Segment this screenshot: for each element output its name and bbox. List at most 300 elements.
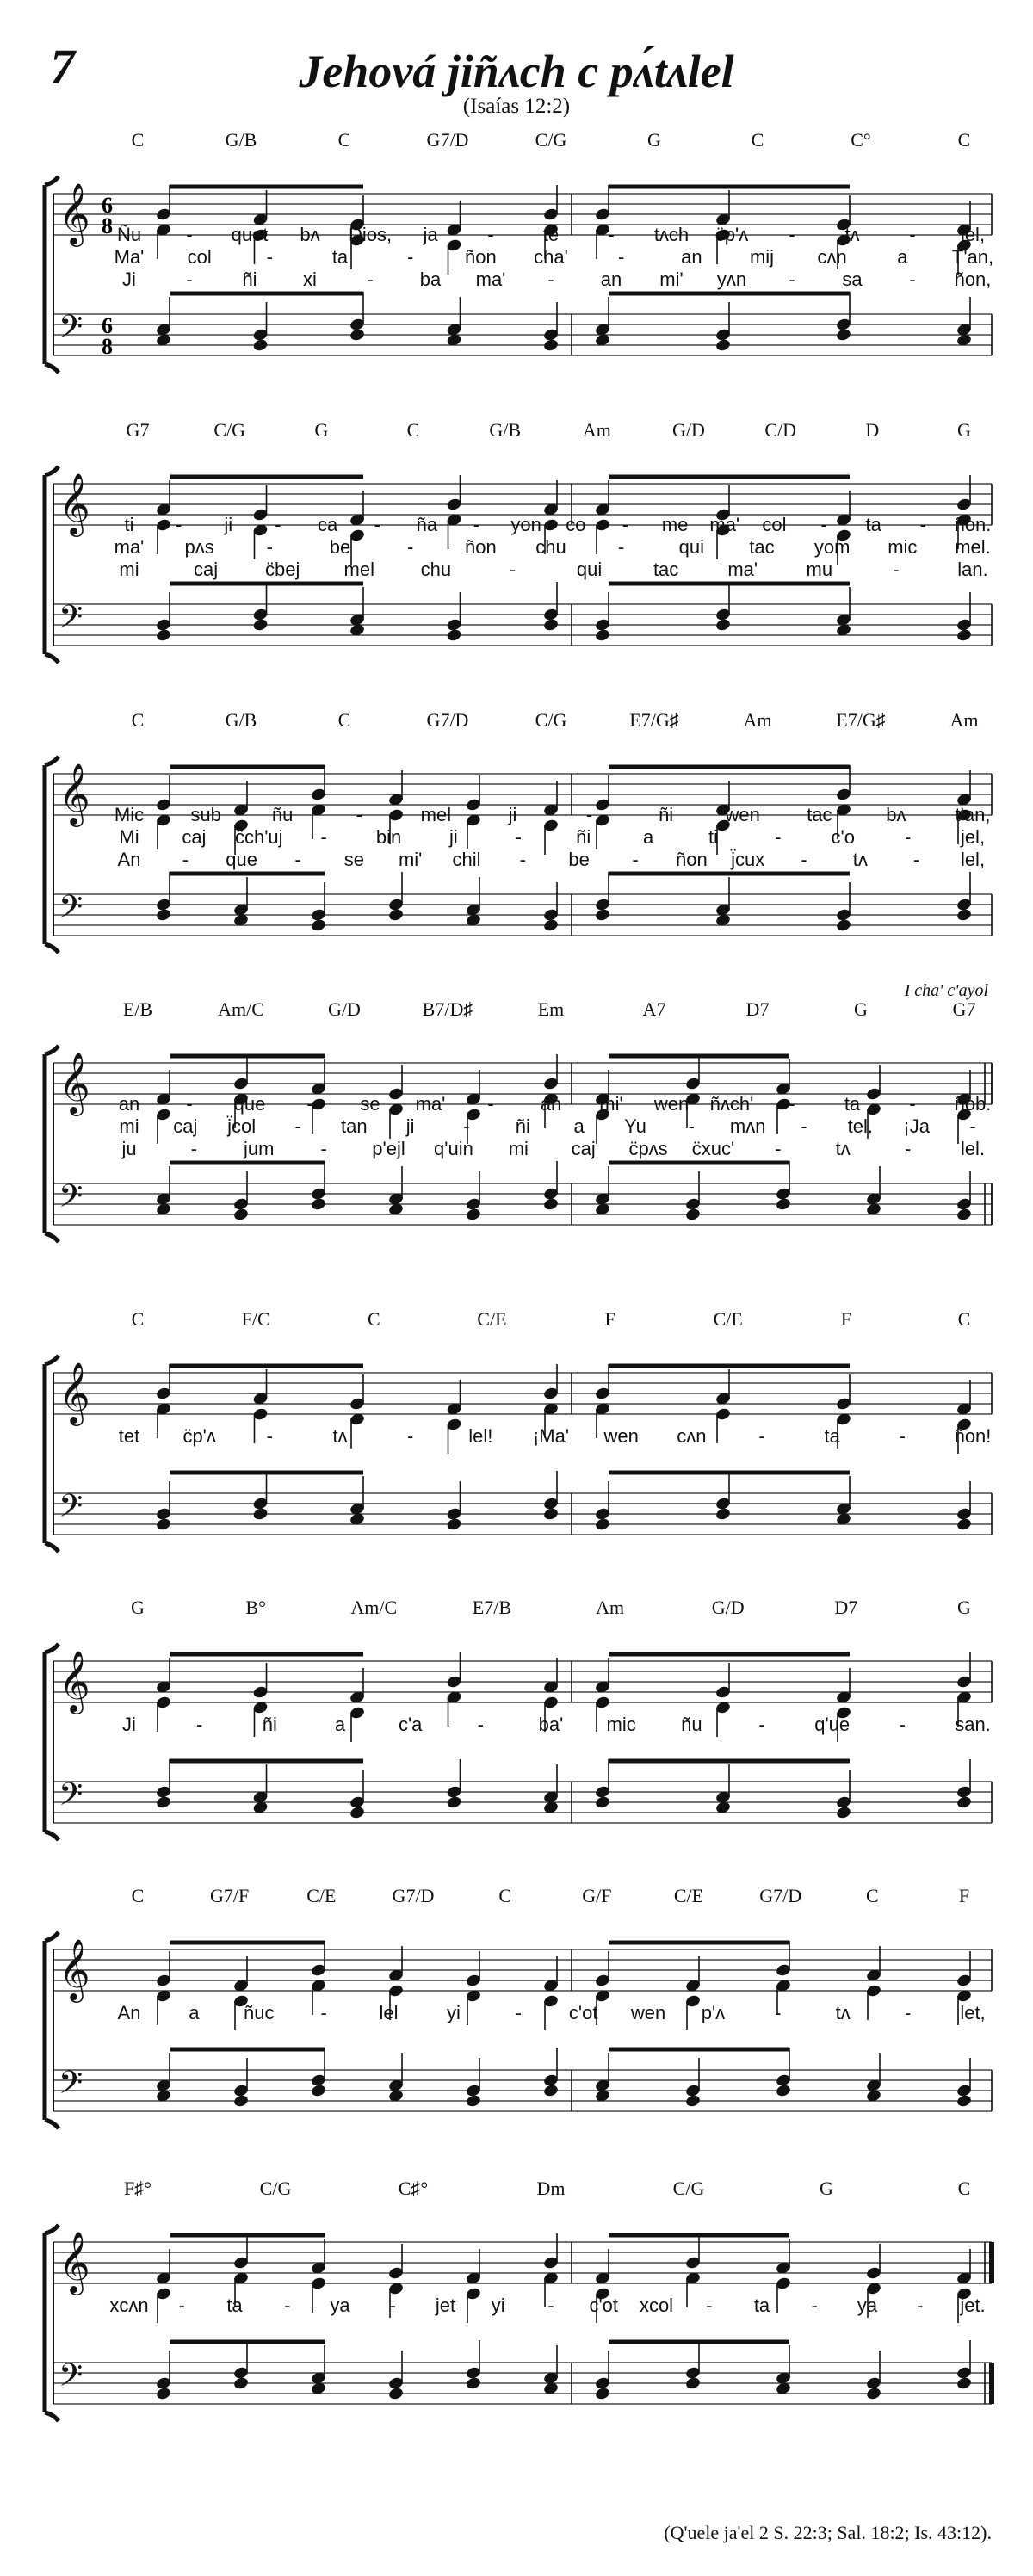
lyric-line xyxy=(0,1425,1033,1449)
chord-symbol: Am xyxy=(582,419,611,441)
lyric-syllable: - xyxy=(585,804,593,825)
lyric-syllable: - xyxy=(294,849,301,870)
lyric-syllable: an xyxy=(600,269,622,290)
chord-symbol: G xyxy=(957,1597,971,1618)
svg-text:6: 6 xyxy=(102,313,113,338)
lyric-syllable: ñi xyxy=(262,1714,277,1735)
lyric-syllable: q'ue xyxy=(814,1714,851,1735)
lyric-syllable: - xyxy=(909,224,916,245)
lyric-syllable: - xyxy=(306,1093,313,1115)
lyric-syllable: yʌn xyxy=(716,269,747,290)
score-system xyxy=(0,2178,1033,2462)
lyric-syllable: ta xyxy=(824,1425,840,1447)
lyric-syllable: - xyxy=(320,2002,327,2023)
chord-symbol: C xyxy=(131,709,145,731)
chord-symbol: C/E xyxy=(477,1308,507,1330)
lyric-syllable: - xyxy=(811,2295,818,2316)
lyric-syllable: ñu xyxy=(681,1714,702,1735)
chord-symbol: C/G xyxy=(535,129,567,151)
lyric-syllable: - xyxy=(789,1093,795,1115)
lyric-syllable: - xyxy=(917,2295,924,2316)
system-bracket xyxy=(45,2225,59,2421)
chord-symbol: G xyxy=(957,419,971,441)
chord-row xyxy=(0,129,1033,155)
lyric-syllable: wen xyxy=(630,2002,666,2023)
chord-symbol: Am/C xyxy=(350,1597,398,1618)
lyric-syllable: mel. xyxy=(955,536,991,558)
lyric-syllable: mu xyxy=(806,559,833,580)
chord-symbol: D7 xyxy=(834,1597,858,1618)
chord-symbol: G xyxy=(854,998,868,1020)
lyric-syllable: ti xyxy=(708,826,718,848)
lyric-syllable: tʌ xyxy=(835,1138,851,1159)
lyric-syllable: cʌn xyxy=(817,246,847,268)
lyric-syllable: ya xyxy=(857,2295,878,2316)
hymn-title: Jehová jiñʌch c pʌ́tʌlel xyxy=(299,46,734,97)
bass-clef-icon: 𝄢 xyxy=(59,889,84,933)
chord-symbol: C xyxy=(406,419,420,441)
chord-symbol: G/B xyxy=(489,419,521,441)
lyric-line xyxy=(0,1714,1033,1738)
chord-symbol: G/D xyxy=(328,998,361,1020)
lyric-syllable: be xyxy=(329,536,351,558)
lyric-syllable: pʌs xyxy=(184,536,214,558)
chord-symbol: C xyxy=(337,709,351,731)
chord-symbol: C xyxy=(957,129,971,151)
lyric-line xyxy=(0,536,1033,560)
lyric-syllable: ma' xyxy=(415,1093,446,1115)
chord-symbol: D7 xyxy=(745,998,770,1020)
chord-symbol: C xyxy=(131,129,145,151)
lyric-line xyxy=(0,1115,1033,1140)
chord-symbol: C xyxy=(367,1308,380,1330)
lyric-syllable: c'ot xyxy=(568,2002,598,2023)
treble-clef-icon: 𝄞 xyxy=(59,472,90,534)
lyric-syllable: - xyxy=(775,826,782,848)
lyric-line xyxy=(0,559,1033,583)
lyric-syllable: lel! xyxy=(468,1425,493,1447)
lyric-syllable: yon xyxy=(510,514,541,535)
chord-symbol: C♯° xyxy=(398,2178,429,2199)
chord-symbol: F♯° xyxy=(123,2178,152,2199)
chord-symbol: C/E xyxy=(713,1308,743,1330)
score-system xyxy=(0,419,1033,703)
lyric-syllable: - xyxy=(547,269,554,290)
lyric-syllable: a xyxy=(334,1714,346,1735)
lyric-syllable: - xyxy=(320,826,327,848)
lyric-syllable: lel. xyxy=(960,1138,986,1159)
hymn-number: 7 xyxy=(50,39,75,95)
lyric-syllable: mi' xyxy=(599,1093,623,1115)
lyric-syllable: - xyxy=(706,2295,713,2316)
lyric-syllable: - xyxy=(899,1714,906,1735)
chord-symbol: C xyxy=(131,1885,145,1906)
lyric-syllable: - xyxy=(909,269,916,290)
lyric-syllable: ñuc xyxy=(244,2002,275,2023)
chord-symbol: G/D xyxy=(672,419,705,441)
chord-symbol: G/B xyxy=(225,709,257,731)
chord-row xyxy=(0,998,1033,1024)
lyric-syllable: t'an, xyxy=(955,804,991,825)
lyric-line xyxy=(0,2295,1033,2319)
lyric-syllable: Mic xyxy=(114,804,145,825)
lyric-line xyxy=(0,2002,1033,2026)
cue-note: I cha' c'ayol xyxy=(904,981,988,1000)
lyric-syllable: c̈p'ʌ xyxy=(182,1425,216,1447)
chord-symbol: Em xyxy=(537,998,565,1020)
lyric-syllable: c'a xyxy=(398,1714,423,1735)
lyric-syllable: be xyxy=(568,849,590,870)
lyric-syllable: mi xyxy=(119,1115,139,1137)
score-system xyxy=(0,1885,1033,2169)
lyric-syllable: mij xyxy=(749,246,775,268)
lyric-syllable: c'o xyxy=(831,826,855,848)
lyric-syllable: tet xyxy=(118,1425,140,1447)
score-system xyxy=(0,981,1033,1282)
bass-clef-icon: 𝄢 xyxy=(59,2065,84,2109)
lyric-syllable: - xyxy=(178,2295,185,2316)
lyric-syllable: ñi xyxy=(242,269,257,290)
lyric-syllable: se xyxy=(360,1093,380,1115)
lyric-syllable: j̈cux xyxy=(731,849,765,870)
lyric-syllable: Ma' xyxy=(114,246,145,268)
lyric-syllable: Ji xyxy=(122,1714,136,1735)
chord-symbol: C/G xyxy=(672,2178,705,2199)
lyric-line xyxy=(0,826,1033,850)
chord-symbol: C xyxy=(131,1308,145,1330)
bass-clef-icon: 𝄢 xyxy=(59,599,84,643)
chord-symbol: Am/C xyxy=(218,998,264,1020)
scripture-reference: (Isaías 12:2) xyxy=(462,95,571,118)
chord-symbol: G/D xyxy=(711,1597,745,1618)
lyric-syllable: - xyxy=(175,514,182,535)
score-system xyxy=(0,1308,1033,1592)
lyric-syllable: ju xyxy=(121,1138,137,1159)
lyric-syllable: - xyxy=(801,849,807,870)
lyric-syllable: - xyxy=(789,269,795,290)
chord-symbol: G/B xyxy=(225,129,257,151)
lyric-line xyxy=(0,269,1033,293)
lyric-syllable: ya xyxy=(330,2295,350,2316)
lyric-syllable: - xyxy=(320,1138,327,1159)
lyric-syllable: T'an, xyxy=(951,246,994,268)
lyric-syllable: yom xyxy=(813,536,851,558)
svg-text:8: 8 xyxy=(102,334,113,359)
lyric-syllable: - xyxy=(406,246,414,268)
lyric-syllable: - xyxy=(195,1714,203,1735)
lyric-syllable: ta xyxy=(331,246,349,268)
lyric-syllable: ¡Ja xyxy=(903,1115,930,1137)
lyric-syllable: Ji xyxy=(122,269,136,290)
lyric-syllable: ba xyxy=(419,269,442,290)
lyric-syllable: - xyxy=(758,1714,765,1735)
lyric-line xyxy=(0,1138,1033,1162)
lyric-syllable: tʌch xyxy=(653,224,690,245)
lyric-syllable: me xyxy=(661,514,689,535)
lyric-line xyxy=(0,1093,1033,1117)
system-bracket xyxy=(45,1932,59,2128)
lyric-syllable: tel. xyxy=(847,1115,874,1137)
chord-symbol: C xyxy=(957,2178,971,2199)
lyric-syllable: - xyxy=(284,2295,291,2316)
lyric-syllable: bin xyxy=(375,826,402,848)
lyric-syllable: - xyxy=(820,514,827,535)
staff-system-graphic xyxy=(0,1885,1033,2195)
chord-row xyxy=(0,709,1033,735)
lyric-syllable: - xyxy=(473,514,480,535)
chord-symbol: G7/D xyxy=(426,709,469,731)
score-system xyxy=(0,1597,1033,1881)
lyric-syllable: mel xyxy=(343,559,374,580)
chord-symbol: C/E xyxy=(673,1885,704,1906)
lyric-syllable: wen xyxy=(603,1425,639,1447)
lyric-syllable: wen xyxy=(653,1093,690,1115)
bass-clef-icon: 𝄢 xyxy=(59,1488,84,1532)
lyric-syllable: - xyxy=(899,1425,906,1447)
lyric-syllable: - xyxy=(186,269,193,290)
lyric-syllable: lel, xyxy=(960,849,986,870)
lyric-syllable: - xyxy=(909,1093,916,1115)
chord-symbol: C/E xyxy=(306,1885,337,1906)
lyric-syllable: ji xyxy=(508,804,517,825)
lyric-syllable: - xyxy=(775,2002,782,2023)
chord-symbol: C/G xyxy=(213,419,245,441)
lyric-syllable: - xyxy=(904,826,912,848)
lyric-syllable: - xyxy=(487,1093,494,1115)
lyric-syllable: p'ejl xyxy=(372,1138,405,1159)
lyric-syllable: que xyxy=(233,1093,266,1115)
lyric-syllable: ma' xyxy=(727,559,758,580)
lyric-syllable: chu xyxy=(420,559,452,580)
lyric-syllable: - xyxy=(266,536,273,558)
lyric-syllable: - xyxy=(515,826,522,848)
lyric-syllable: - xyxy=(919,514,927,535)
lyric-line xyxy=(0,849,1033,873)
lyric-syllable: ma' xyxy=(475,269,506,290)
lyric-syllable: - xyxy=(389,2295,396,2316)
chord-symbol: E7/G♯ xyxy=(836,709,886,731)
chord-row xyxy=(0,419,1033,445)
lyric-syllable: - xyxy=(374,514,380,535)
lyric-syllable: ñi xyxy=(515,1115,530,1137)
lyric-syllable: - xyxy=(406,1425,414,1447)
lyric-syllable: ta xyxy=(226,2295,243,2316)
chord-symbol: G xyxy=(820,2178,833,2199)
lyric-syllable: ta xyxy=(844,1093,861,1115)
lyric-syllable: mi' xyxy=(659,269,684,290)
lyric-syllable: quet xyxy=(231,224,269,245)
lyric-syllable: ñʌch' xyxy=(709,1093,754,1115)
chord-symbol: E7/B xyxy=(472,1597,512,1618)
lyric-syllable: - xyxy=(775,1138,782,1159)
lyric-line xyxy=(0,514,1033,538)
staff-system-graphic xyxy=(0,1308,1033,1618)
lyric-syllable: ta xyxy=(753,2295,770,2316)
lyric-syllable: qui xyxy=(678,536,705,558)
lyric-syllable: tac xyxy=(653,559,679,580)
bass-clef-icon: 𝄢 xyxy=(59,309,84,353)
lyric-syllable: ñon xyxy=(464,246,497,268)
lyric-syllable: jel, xyxy=(960,826,986,848)
lyric-syllable: - xyxy=(608,224,615,245)
lyric-syllable: ji xyxy=(405,1115,415,1137)
lyric-line xyxy=(0,804,1033,828)
lyric-syllable: - xyxy=(912,849,920,870)
lyric-syllable: - xyxy=(617,536,625,558)
treble-clef-icon: 𝄞 xyxy=(59,762,90,825)
lyric-syllable: ña xyxy=(416,514,438,535)
lyric-syllable: Dios, xyxy=(348,224,393,245)
chord-symbol: C/G xyxy=(259,2178,292,2199)
lyric-syllable: lel, xyxy=(960,224,986,245)
lyric-syllable: - xyxy=(617,246,625,268)
lyric-syllable: a xyxy=(189,2002,200,2023)
lyric-syllable: - xyxy=(622,514,629,535)
chord-symbol: G/F xyxy=(582,1885,612,1906)
lyric-syllable: an xyxy=(118,1093,140,1115)
chord-symbol: F xyxy=(840,1308,851,1330)
lyric-syllable: chil xyxy=(452,849,481,870)
bass-clef-icon: 𝄢 xyxy=(59,1776,84,1820)
lyric-syllable: - xyxy=(367,269,374,290)
chord-symbol: G xyxy=(314,419,329,441)
system-bracket xyxy=(45,1644,59,1840)
lyric-syllable: ñon, xyxy=(954,269,992,290)
bass-clef-icon: 𝄢 xyxy=(59,2357,84,2401)
lyric-syllable: xcol xyxy=(639,2295,674,2316)
lyric-syllable: lel xyxy=(379,2002,399,2023)
treble-clef-icon: 𝄞 xyxy=(59,182,90,244)
lyric-syllable: tʌ xyxy=(852,849,868,870)
chord-symbol: C xyxy=(498,1885,511,1906)
chord-symbol: F xyxy=(604,1308,615,1330)
lyric-syllable: caj xyxy=(182,826,207,848)
chord-symbol: F xyxy=(958,1885,970,1906)
lyric-syllable: - xyxy=(515,2002,522,2023)
chord-symbol: G7/F xyxy=(210,1885,250,1906)
lyric-syllable: - xyxy=(801,1115,807,1137)
staff-system-graphic xyxy=(0,1597,1033,1906)
chord-symbol: B7/D♯ xyxy=(422,998,473,1020)
lyric-syllable: que xyxy=(226,849,258,870)
lyric-syllable: ñob. xyxy=(954,1093,992,1115)
lyric-syllable: an xyxy=(540,1093,562,1115)
lyric-syllable: cha' xyxy=(534,246,568,268)
lyric-syllable: - xyxy=(186,224,193,245)
lyric-syllable: bʌ xyxy=(886,804,906,825)
lyric-syllable: ¡Ma' xyxy=(532,1425,570,1447)
lyric-line xyxy=(0,224,1033,248)
lyric-line xyxy=(0,246,1033,270)
chord-symbol: G7 xyxy=(952,998,976,1020)
chord-symbol: E/B xyxy=(122,998,153,1020)
staff-system-graphic xyxy=(0,2178,1033,2487)
chord-symbol: G xyxy=(131,1597,145,1618)
lyric-syllable: - xyxy=(477,1714,484,1735)
lyric-syllable: an xyxy=(681,246,702,268)
lyric-syllable: c̈bej xyxy=(264,559,300,580)
lyric-syllable: Ñu xyxy=(116,224,142,245)
chord-symbol: D xyxy=(865,419,880,441)
lyric-syllable: tac xyxy=(749,536,775,558)
treble-clef-icon: 𝄞 xyxy=(59,1051,90,1114)
lyric-syllable: p'ʌ xyxy=(701,2002,726,2023)
lyric-syllable: caj xyxy=(173,1115,198,1137)
lyric-syllable: let, xyxy=(960,2002,986,2023)
svg-text:8: 8 xyxy=(102,213,113,238)
chord-symbol: Am xyxy=(949,709,979,731)
chord-symbol: C° xyxy=(851,129,871,151)
lyric-syllable: ñu xyxy=(271,804,294,825)
svg-text:6: 6 xyxy=(102,193,113,218)
lyric-syllable: - xyxy=(190,1138,198,1159)
lyric-syllable: tʌ xyxy=(332,1425,348,1447)
lyric-syllable: a xyxy=(573,1115,585,1137)
lyric-syllable: - xyxy=(547,2295,554,2316)
lyric-syllable: ma' xyxy=(709,514,740,535)
lyric-syllable: Yu xyxy=(624,1115,646,1137)
lyric-syllable: ñi xyxy=(659,804,674,825)
lyric-syllable: - xyxy=(904,2002,912,2023)
lyric-syllable: caj xyxy=(194,559,219,580)
chord-symbol: C/D xyxy=(764,419,796,441)
treble-clef-icon: 𝄞 xyxy=(59,2230,90,2293)
lyric-syllable: - xyxy=(266,246,273,268)
lyric-syllable: q'uin xyxy=(434,1138,473,1159)
lyric-syllable: mel xyxy=(420,804,452,825)
lyric-syllable: qui xyxy=(576,559,603,580)
lyric-syllable: san. xyxy=(955,1714,991,1735)
lyric-syllable: a xyxy=(897,246,908,268)
lyric-syllable: - xyxy=(789,224,795,245)
lyric-syllable: col xyxy=(187,246,212,268)
lyric-syllable: yi xyxy=(446,2002,461,2023)
chord-symbol: A7 xyxy=(642,998,666,1020)
lyric-syllable: - xyxy=(969,1115,976,1137)
lyric-syllable: co xyxy=(566,514,586,535)
lyric-syllable: xcʌn xyxy=(109,2295,149,2316)
lyric-syllable: - xyxy=(186,1093,193,1115)
chord-symbol: G7/D xyxy=(759,1885,802,1906)
lyric-syllable: - xyxy=(406,536,414,558)
lyric-syllable: mi xyxy=(508,1138,529,1159)
lyric-syllable: ba' xyxy=(538,1714,564,1735)
system-bracket xyxy=(45,1356,59,1552)
chord-symbol: C xyxy=(751,129,764,151)
lyric-syllable: ñon xyxy=(675,849,708,870)
lyric-syllable: mic xyxy=(888,536,918,558)
chord-symbol: Am xyxy=(743,709,772,731)
lyric-syllable: - xyxy=(275,514,281,535)
treble-clef-icon: 𝄞 xyxy=(59,1361,90,1424)
lyric-syllable: ja xyxy=(423,224,438,245)
lyric-syllable: sa xyxy=(842,269,863,290)
lyric-syllable: ji xyxy=(449,826,458,848)
lyric-syllable: bʌ xyxy=(300,224,320,245)
lyric-syllable: c̈p'ʌ xyxy=(714,224,749,245)
bass-clef-icon: 𝄢 xyxy=(59,1178,84,1222)
lyric-syllable: - xyxy=(893,559,900,580)
lyric-syllable: An xyxy=(117,2002,141,2023)
chord-symbol: C xyxy=(957,1308,971,1330)
chord-symbol: G7/D xyxy=(426,129,469,151)
lyric-syllable: se xyxy=(343,849,364,870)
lyric-syllable: ta xyxy=(865,514,881,535)
lyric-syllable: An xyxy=(117,849,141,870)
lyric-syllable: - xyxy=(356,804,362,825)
chord-row xyxy=(0,2178,1033,2203)
chord-row xyxy=(0,1885,1033,1911)
